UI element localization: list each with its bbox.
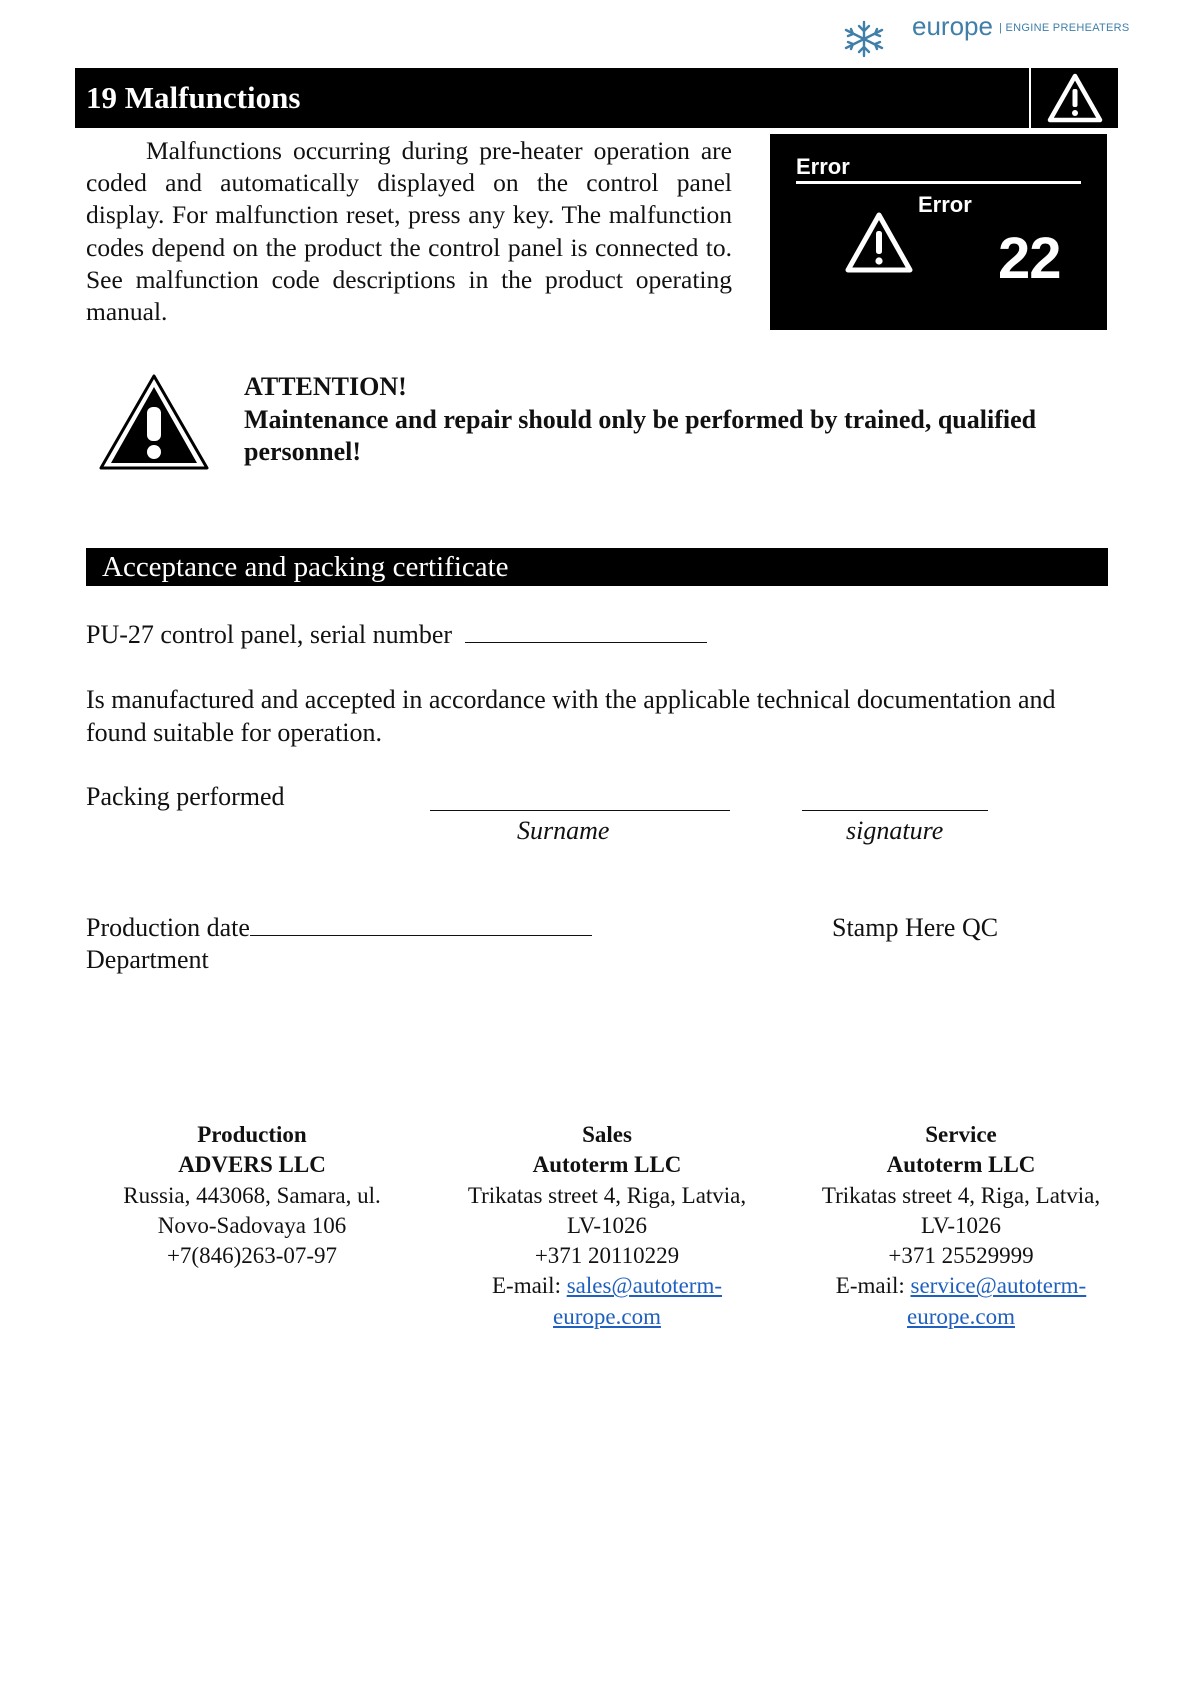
contact-phone: +371 20110229: [534, 1243, 680, 1269]
attention-title: ATTENTION!: [244, 372, 407, 401]
contact-company: ADVERS LLC: [178, 1152, 326, 1178]
service-email-link-cont[interactable]: europe.com: [907, 1303, 1015, 1329]
contact-heading: Production: [197, 1122, 307, 1147]
display-error-code: 22: [998, 226, 1061, 291]
display-divider: [796, 181, 1081, 184]
malfunctions-paragraph: Malfunctions occurring during pre-heater operation are coded and automatically displayed on the control panel display. For malfunction reset, press any key. The malfunction codes depend on the product the control panel is connected to. See malfunction code descriptions in the product operating manual.: [86, 136, 732, 327]
header-logo: [838, 11, 1130, 58]
department-label: Department: [86, 945, 209, 974]
contact-address-2: Novo-Sadovaya 106: [157, 1212, 347, 1238]
signature-caption: signature: [846, 816, 944, 845]
serial-number-blank: [465, 620, 707, 643]
surname-blank: [430, 788, 730, 811]
production-date-blank: [250, 913, 592, 936]
service-email-link[interactable]: service@autoterm-: [910, 1273, 1087, 1299]
section-title: 19 Malfunctions: [86, 80, 301, 115]
certificate-heading: [86, 548, 1108, 586]
snowflake-icon: [838, 18, 890, 58]
sales-email-link[interactable]: sales@autoterm-: [566, 1273, 723, 1299]
contact-address-1: Russia, 443068, Samara, ul.: [123, 1182, 381, 1208]
stamp-label: Stamp Here QC: [832, 913, 999, 942]
serial-label: PU-27 control panel, serial number: [86, 620, 453, 649]
signature-blank: [802, 788, 988, 811]
contact-email-line: [801, 1271, 1121, 1301]
surname-caption: Surname: [517, 816, 610, 845]
display-warning-icon: [844, 210, 914, 276]
error-display: [770, 134, 1107, 330]
brand-tagline: | ENGINE PREHEATERS: [998, 22, 1130, 34]
production-date-line: [86, 912, 592, 945]
sales-email-link-cont[interactable]: europe.com: [553, 1303, 661, 1329]
contact-address-1: Trikatas street 4, Riga, Latvia,: [467, 1182, 747, 1208]
attention-block: [244, 371, 1119, 469]
email-label: E-mail:: [835, 1273, 911, 1299]
contact-service: [801, 1120, 1121, 1332]
contact-address-2: LV-1026: [920, 1212, 1002, 1238]
certificate-title: Acceptance and packing certificate: [102, 550, 509, 583]
acceptance-statement: Is manufactured and accepted in accordance with the applicable technical documentation and found suitable for operation.: [86, 685, 1056, 747]
contact-company: Autoterm LLC: [886, 1152, 1036, 1178]
contact-email-line: [447, 1271, 767, 1301]
attention-warning-icon: [97, 372, 211, 472]
production-date-label: Production date: [86, 913, 250, 942]
contact-phone: +7(846)263-07-97: [166, 1243, 338, 1269]
section-heading: [75, 68, 1118, 128]
heading-warning-box: [1029, 68, 1118, 128]
email-label: E-mail:: [491, 1273, 567, 1299]
contact-heading: Sales: [582, 1122, 632, 1147]
contact-company: Autoterm LLC: [532, 1152, 682, 1178]
warning-icon: [1047, 72, 1103, 124]
contact-sales: [447, 1120, 767, 1332]
brand-name: europe: [912, 11, 993, 41]
serial-number-line: [86, 619, 707, 652]
contact-heading: Service: [925, 1122, 997, 1147]
contact-production: [92, 1120, 412, 1271]
contact-phone: +371 25529999: [888, 1243, 1034, 1269]
display-top-label: Error: [796, 154, 850, 179]
contact-address-1: Trikatas street 4, Riga, Latvia,: [821, 1182, 1101, 1208]
contact-address-2: LV-1026: [566, 1212, 648, 1238]
packing-label: Packing performed: [86, 782, 285, 811]
display-error-label: Error: [918, 192, 972, 217]
attention-text: Maintenance and repair should only be performed by trained, qualified personnel!: [244, 404, 1037, 466]
